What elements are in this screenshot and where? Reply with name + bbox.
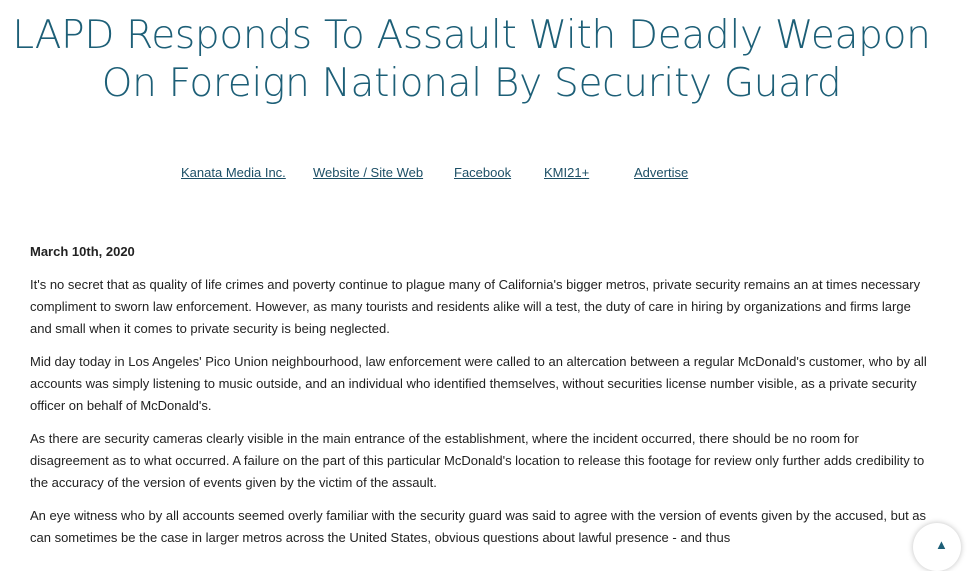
nav-link-kmi21[interactable]: KMI21+	[544, 165, 590, 180]
page-title-line-2: On Foreign National By Security Guard	[101, 61, 842, 106]
nav-link-website[interactable]: Website / Site Web	[313, 165, 424, 180]
article-paragraph: An eye witness who by all accounts seemed overly familiar with the security guard was said to agree with the version of events given by the accused, but as can sometimes be the case in larger metros across the United States, obvious questions about lawful presence - and thus	[30, 508, 927, 545]
top-nav	[0, 165, 969, 185]
scroll-to-top-button[interactable]	[913, 523, 961, 571]
article-body	[30, 241, 930, 560]
article-paragraph: As there are security cameras clearly visible in the main entrance of the establishment, where the incident occurred, there should be no room for disagreement as to what occurred. A failure on the part of this particular McDonald's location to release this footage for review only further adds credibility to the accuracy of the version of events given by the victim of the assault.	[30, 431, 925, 490]
article-paragraph: It's no secret that as quality of life crimes and poverty continue to plague many of California's bigger metros, private security remains an at times necessary compliment to sworn law enforcement. However, as many tourists and residents alike will a test, the duty of care in hiring by organizations and firms large and small when it comes to private security is being neglected.	[30, 277, 921, 336]
page-title	[0, 12, 943, 108]
nav-link-facebook[interactable]: Facebook	[454, 165, 512, 180]
nav-link-advertise[interactable]: Advertise	[634, 165, 689, 180]
nav-link-kanata-media[interactable]: Kanata Media Inc.	[181, 165, 286, 180]
article-date: March 10th, 2020	[30, 244, 135, 259]
chevron-up-icon: ▲	[935, 537, 948, 552]
page-title-line-1: LAPD Responds To Assault With Deadly Weapon	[12, 13, 931, 58]
article-paragraph: Mid day today in Los Angeles' Pico Union neighbourhood, law enforcement were called to an altercation between a regular McDonald's customer, who by all accounts was simply listening to music outside, and an individual who identified themselves, without securities license number visible, as a private security officer on behalf of McDonald's.	[30, 354, 927, 413]
